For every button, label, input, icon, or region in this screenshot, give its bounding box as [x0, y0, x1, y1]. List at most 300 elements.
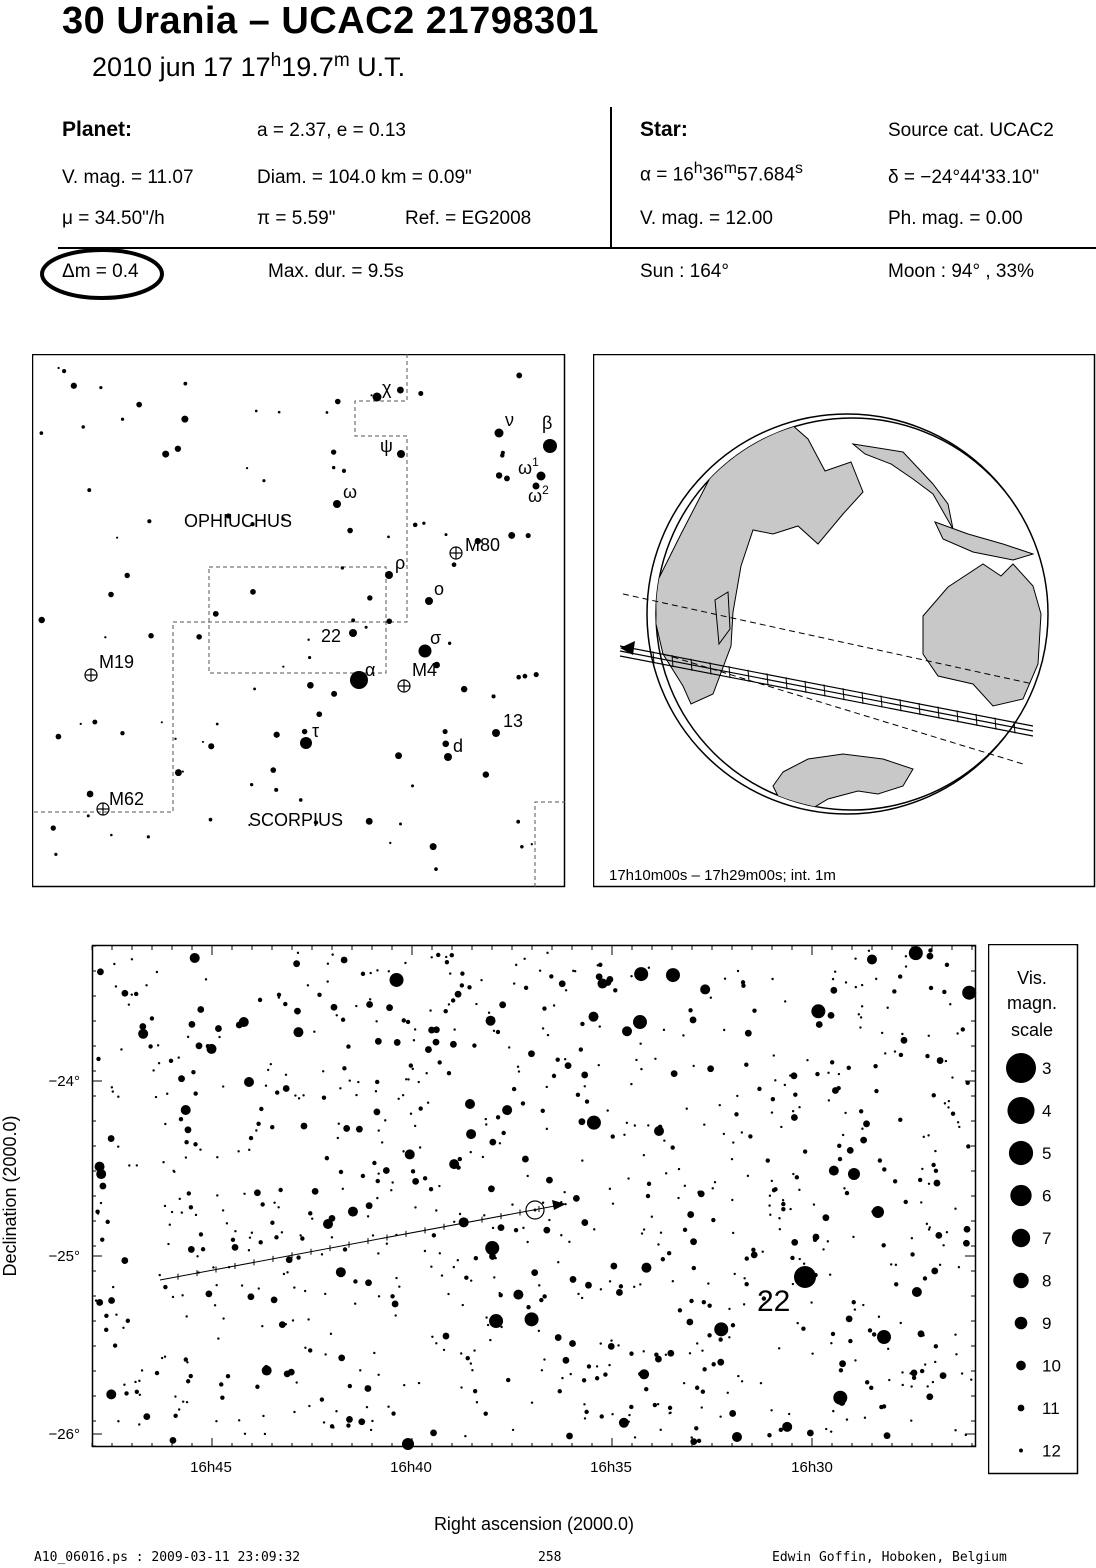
field-star: [628, 1414, 630, 1416]
field-star: [122, 1327, 124, 1329]
field-star: [549, 974, 553, 978]
field-star: [737, 970, 739, 972]
field-star: [406, 1020, 410, 1024]
label-omicron: ο: [434, 579, 445, 599]
legend-symbol: [1016, 1361, 1026, 1371]
finder-background-star: [250, 783, 253, 786]
field-star: [462, 1304, 464, 1306]
field-star: [633, 1286, 635, 1288]
field-star: [736, 1095, 738, 1097]
field-star: [260, 1202, 264, 1206]
field-star: [464, 1276, 468, 1280]
field-star: [769, 1195, 771, 1197]
field-star: [629, 1405, 633, 1409]
field-star: [718, 1337, 722, 1341]
field-star: [683, 1228, 687, 1232]
field-star: [910, 1419, 912, 1421]
field-star: [375, 1080, 379, 1084]
finder-background-star: [526, 533, 531, 538]
field-star: [413, 1039, 415, 1041]
hour-unit: h: [270, 50, 282, 71]
field-star: [186, 1379, 190, 1383]
field-star: [546, 1086, 548, 1088]
field-star: [541, 1109, 545, 1113]
finder-background-star: [274, 788, 278, 792]
dec-tick-24: −24°: [48, 1073, 80, 1090]
field-star: [945, 1060, 947, 1062]
field-star: [341, 957, 348, 964]
field-star: [832, 1410, 834, 1412]
field-star: [439, 1252, 441, 1254]
field-star: [942, 1244, 944, 1246]
finder-background-star: [386, 618, 392, 624]
field-star: [332, 1426, 334, 1428]
field-star: [499, 1293, 503, 1297]
field-star: [259, 1107, 263, 1111]
field-star: [166, 1093, 168, 1095]
finder-background-star: [183, 382, 187, 386]
field-star: [298, 1097, 300, 1099]
field-star: [414, 1206, 416, 1208]
finder-background-star: [202, 741, 204, 743]
field-star: [939, 1264, 941, 1266]
finder-named-star: [543, 439, 557, 453]
finder-named-star: [492, 729, 500, 737]
field-star: [569, 1340, 576, 1347]
field-star: [581, 1159, 583, 1161]
x-axis-label: Right ascension (2000.0): [433, 1514, 635, 1534]
field-star: [619, 1284, 623, 1288]
field-star: [336, 1267, 346, 1277]
field-star: [692, 1266, 696, 1270]
field-star: [563, 1357, 570, 1364]
field-star: [957, 1121, 959, 1123]
field-star: [707, 1065, 714, 1072]
field-star: [331, 953, 333, 955]
bright-field-star: [877, 1330, 891, 1344]
field-star: [366, 1001, 373, 1008]
field-star: [407, 1078, 409, 1080]
field-star: [405, 1078, 407, 1080]
field-star: [182, 1400, 184, 1402]
field-star: [926, 1223, 928, 1225]
field-star: [349, 1079, 351, 1081]
field-star: [521, 1101, 525, 1105]
field-star: [145, 984, 147, 986]
page-title: 30 Urania – UCAC2 21798301: [62, 0, 599, 42]
field-star: [179, 1117, 183, 1121]
finder-background-star: [461, 686, 467, 692]
finder-background-star: [332, 466, 335, 469]
field-star: [496, 1115, 500, 1119]
field-star: [654, 1058, 656, 1060]
field-star: [485, 1118, 487, 1120]
field-star: [731, 1199, 733, 1201]
field-star: [791, 1239, 798, 1246]
field-star: [928, 1035, 930, 1037]
field-star: [414, 1028, 416, 1030]
field-star: [641, 1263, 651, 1273]
field-star: [734, 1273, 736, 1275]
label-nu: ν: [505, 410, 514, 430]
field-star: [767, 1433, 771, 1437]
field-star: [270, 1063, 272, 1065]
field-star: [696, 1342, 698, 1344]
field-star: [703, 1123, 705, 1125]
field-star: [348, 1384, 352, 1388]
field-star: [881, 1243, 885, 1247]
finder-background-star: [162, 451, 169, 458]
field-star: [789, 1074, 791, 1076]
finder-background-star: [92, 720, 97, 725]
field-star: [312, 1188, 319, 1195]
field-star: [678, 1168, 680, 1170]
field-star: [619, 1418, 629, 1428]
field-star: [778, 1217, 780, 1219]
field-star: [167, 1243, 169, 1245]
field-star: [905, 965, 907, 967]
field-star: [925, 1054, 929, 1058]
field-star: [846, 1418, 848, 1420]
field-star: [538, 1330, 540, 1332]
field-star: [443, 1349, 445, 1351]
field-star: [600, 1342, 602, 1344]
globe-caption: 17h10m00s – 17h29m00s; int. 1m: [609, 867, 836, 884]
field-star: [888, 1379, 890, 1381]
field-star: [921, 1168, 923, 1170]
finder-background-star: [87, 791, 94, 798]
field-star: [861, 984, 863, 986]
field-star: [271, 1296, 278, 1303]
field-star: [138, 1423, 140, 1425]
field-star: [546, 952, 548, 954]
field-star: [780, 1126, 782, 1128]
field-star: [275, 1090, 279, 1094]
star-chart-frame: [93, 946, 976, 1447]
field-star: [96, 1169, 106, 1179]
field-star: [414, 1125, 416, 1127]
field-star: [135, 1390, 139, 1394]
field-star: [164, 1356, 166, 1358]
finder-background-star: [523, 674, 528, 679]
field-star: [470, 1279, 472, 1281]
field-star: [566, 1433, 573, 1440]
field-star: [970, 1378, 972, 1380]
field-star: [136, 1164, 138, 1166]
finder-background-star: [81, 425, 84, 428]
field-star: [131, 958, 133, 960]
field-star: [274, 1235, 278, 1239]
field-star: [185, 1315, 187, 1317]
field-star: [865, 1380, 869, 1384]
field-star: [365, 1385, 372, 1392]
finder-background-star: [182, 770, 184, 772]
field-star: [387, 1406, 389, 1408]
field-star: [811, 1352, 813, 1354]
field-star: [126, 1319, 130, 1323]
finder-background-star: [175, 446, 181, 452]
field-star: [327, 963, 329, 965]
field-star: [323, 1421, 325, 1423]
field-star: [678, 1308, 682, 1312]
field-star: [489, 1314, 503, 1328]
field-star: [300, 1236, 304, 1240]
globe-panel: [593, 354, 1096, 888]
field-star: [806, 1059, 808, 1061]
field-star: [747, 1175, 749, 1177]
finder-named-star: [300, 737, 312, 749]
field-star: [475, 1003, 477, 1005]
field-star: [443, 1333, 450, 1340]
legend-title-1: Vis.: [1017, 968, 1047, 988]
field-star: [830, 987, 837, 994]
field-star: [846, 1315, 853, 1322]
field-star: [196, 1042, 203, 1049]
field-star: [186, 1361, 188, 1363]
field-star: [113, 1343, 117, 1347]
field-star: [839, 1360, 846, 1367]
field-star: [455, 991, 462, 998]
finder-background-star: [442, 740, 449, 747]
field-star: [563, 1191, 565, 1193]
field-star: [511, 1203, 513, 1205]
field-star: [402, 1150, 404, 1152]
field-star: [822, 1248, 824, 1250]
field-star: [217, 1337, 219, 1339]
field-star: [450, 1041, 457, 1048]
field-star: [912, 1287, 922, 1297]
field-star: [585, 1099, 589, 1103]
field-star: [388, 970, 390, 972]
field-star: [627, 1177, 629, 1179]
finder-background-star: [491, 694, 495, 698]
field-star: [346, 1423, 350, 1427]
field-star: [496, 1030, 500, 1034]
field-star: [773, 1187, 777, 1191]
field-star: [123, 1384, 125, 1386]
field-star: [97, 968, 104, 975]
field-star: [784, 1000, 786, 1002]
field-star: [912, 1376, 916, 1380]
field-star: [375, 1038, 382, 1045]
field-star: [378, 1295, 380, 1297]
field-star: [371, 1420, 373, 1422]
field-star: [782, 1422, 792, 1432]
finder-background-star: [399, 823, 402, 826]
field-star: [929, 986, 933, 990]
field-star: [719, 1104, 721, 1106]
field-star: [222, 1085, 224, 1087]
field-star: [873, 1064, 877, 1068]
field-star: [831, 1332, 835, 1336]
field-star: [403, 1384, 405, 1386]
field-star: [285, 1074, 287, 1076]
field-star: [766, 1158, 770, 1162]
field-star: [646, 1194, 650, 1198]
finder-background-star: [57, 367, 59, 369]
field-star: [576, 1093, 580, 1097]
field-star: [155, 1371, 159, 1375]
field-star: [258, 998, 262, 1002]
field-star: [934, 1150, 936, 1152]
finder-background-star: [443, 729, 448, 734]
field-star: [212, 1266, 214, 1268]
field-star: [860, 1137, 867, 1144]
field-star: [498, 1224, 505, 1231]
field-star: [617, 1344, 619, 1346]
label-m19: M19: [99, 652, 135, 672]
field-star: [451, 998, 455, 1002]
field-star: [370, 1429, 372, 1431]
field-star: [270, 1221, 274, 1225]
field-star: [108, 1297, 115, 1304]
field-star: [934, 1344, 938, 1348]
field-star: [695, 1386, 699, 1390]
field-star: [844, 1112, 846, 1114]
field-star: [433, 1026, 440, 1033]
field-star: [803, 1149, 807, 1153]
finder-background-star: [104, 636, 106, 638]
field-star: [365, 1279, 372, 1286]
field-star: [470, 1151, 472, 1153]
field-star: [413, 1171, 415, 1173]
field-star: [244, 1433, 246, 1435]
field-star: [660, 1232, 662, 1234]
field-star: [727, 1392, 729, 1394]
field-star: [798, 1106, 800, 1108]
field-star: [688, 1008, 692, 1012]
field-star: [671, 1070, 678, 1077]
legend-label: 10: [1042, 1356, 1061, 1376]
finder-background-star: [395, 752, 402, 759]
field-star: [898, 1118, 902, 1122]
field-star: [531, 1401, 533, 1403]
field-star: [707, 1303, 711, 1307]
field-star: [390, 973, 404, 987]
field-star: [324, 1293, 326, 1295]
finder-background-star: [110, 834, 113, 837]
field-star: [384, 1119, 386, 1121]
field-star: [854, 1359, 856, 1361]
field-star: [801, 1327, 805, 1331]
field-star: [216, 1156, 218, 1158]
field-star: [470, 1362, 472, 1364]
field-star: [308, 1348, 312, 1352]
star-phmag: Ph. mag. = 0.00: [888, 208, 1023, 229]
legend-symbol: [1015, 1317, 1028, 1330]
finder-background-star: [397, 387, 404, 394]
field-star: [222, 1209, 224, 1211]
field-star: [131, 993, 133, 995]
field-star: [833, 1391, 847, 1405]
field-star: [117, 1420, 119, 1422]
field-star: [542, 1294, 546, 1298]
field-star: [932, 1093, 936, 1097]
field-star: [458, 1157, 462, 1161]
field-star: [251, 1232, 253, 1234]
field-star: [117, 1145, 119, 1147]
finder-background-star: [262, 479, 265, 482]
finder-background-star: [181, 416, 188, 423]
field-star: [899, 1053, 903, 1057]
field-star: [513, 1290, 523, 1300]
field-star: [931, 1163, 935, 1167]
field-star: [799, 1258, 801, 1260]
field-star: [920, 1201, 922, 1203]
field-star: [487, 1324, 489, 1326]
field-star: [926, 1393, 933, 1400]
field-star: [528, 1050, 535, 1057]
finder-background-star: [38, 617, 44, 623]
field-star: [769, 1214, 771, 1216]
field-star: [431, 1336, 433, 1338]
field-star: [355, 1005, 357, 1007]
field-star: [178, 1075, 185, 1082]
finder-background-star: [120, 731, 124, 735]
field-star: [277, 1206, 279, 1208]
field-star: [607, 976, 614, 983]
field-star: [710, 997, 712, 999]
legend-label: 11: [1042, 1399, 1060, 1418]
field-star: [330, 1333, 332, 1335]
field-star: [472, 1043, 476, 1047]
field-star: [296, 1255, 300, 1259]
label-alpha: α: [365, 660, 376, 680]
label-sigma: σ: [430, 628, 442, 648]
legend-label: 6: [1042, 1186, 1052, 1206]
finder-background-star: [270, 767, 276, 773]
field-star: [293, 1411, 295, 1413]
field-star: [326, 980, 328, 982]
field-star: [639, 1043, 641, 1045]
field-star: [425, 1072, 427, 1074]
field-star: [741, 1380, 743, 1382]
label-rho: ρ: [395, 553, 406, 573]
field-star: [522, 1227, 524, 1229]
field-star: [610, 1339, 612, 1341]
finder-background-star: [54, 853, 57, 856]
field-star: [561, 1377, 563, 1379]
field-star: [581, 1219, 588, 1226]
field-star: [878, 1316, 880, 1318]
field-star: [518, 1070, 520, 1072]
field-star: [163, 1285, 167, 1289]
field-star: [358, 1418, 365, 1425]
field-star: [954, 1333, 956, 1335]
field-star: [904, 1200, 908, 1204]
field-star: [438, 1185, 440, 1187]
field-star: [905, 955, 907, 957]
field-star: [96, 1057, 100, 1061]
field-star: [717, 1359, 724, 1366]
finder-named-star: [373, 393, 382, 402]
finder-background-star: [121, 418, 124, 421]
field-star: [600, 1414, 604, 1418]
finder-background-star: [80, 723, 82, 725]
field-star: [449, 972, 451, 974]
field-star: [553, 1004, 555, 1006]
field-star: [573, 1195, 580, 1202]
field-star: [394, 1314, 396, 1316]
field-star: [539, 1298, 543, 1302]
field-star: [934, 1361, 936, 1363]
legend-symbol: [1010, 1185, 1031, 1206]
finder-background-star: [253, 688, 256, 691]
minute-value: 19.7: [281, 52, 334, 82]
field-star: [112, 1286, 114, 1288]
field-star: [585, 1282, 592, 1289]
field-star: [304, 1347, 306, 1349]
